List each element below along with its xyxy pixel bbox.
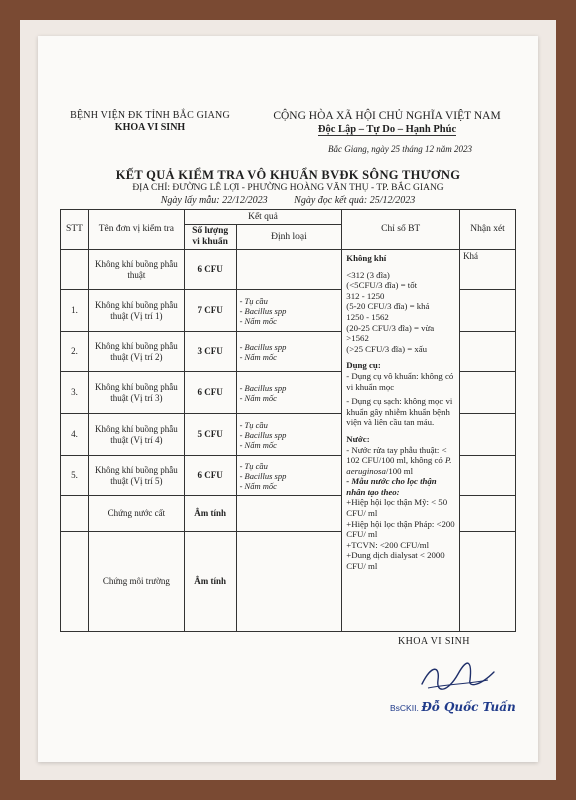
criteria-line: - Dụng cụ vô khuẩn: không có vi khuẩn mọc (346, 370, 454, 392)
criteria-line: +Hiệp hội lọc thận Pháp: <200 CFU/ ml (346, 518, 455, 540)
criteria-cell (342, 250, 460, 632)
sample-date: Ngày lấy mẫu: 22/12/2023 (160, 195, 268, 206)
criteria-line: - Dụng cụ sạch: không mọc vi khuẩn gây nhiễm khuẩn bệnh viện và liên cầu tan máu. (346, 396, 453, 428)
row-identify (236, 250, 342, 290)
row-stt (61, 532, 89, 632)
col-criteria: Chỉ số BT (342, 210, 460, 250)
row-stt: 3. (61, 372, 89, 414)
row-note (460, 532, 516, 632)
row-unit: Không khí buồng phẫu thuật (Vị trí 5) (88, 456, 184, 496)
col-stt: STT (61, 210, 89, 250)
row-identify: - Tụ cầu - Bacillus spp - Nấm mốc (236, 414, 342, 456)
report-title: KẾT QUẢ KIỂM TRA VÔ KHUẨN BVĐK SÔNG THƯƠNG (115, 168, 461, 182)
criteria-line: 312 - 1250 (346, 290, 385, 301)
row-stt (61, 250, 89, 290)
criteria-line: (<5CFU/3 đĩa) = tốt (346, 280, 418, 291)
col-count: Số lượng vi khuẩn (184, 225, 236, 250)
row-count: Âm tính (184, 496, 236, 532)
criteria-water-title: Nước: (346, 433, 370, 444)
header-left (60, 110, 240, 134)
row-stt: 2. (61, 332, 89, 372)
criteria-tool-title: Dụng cụ: (346, 360, 381, 371)
row-stt: 1. (61, 290, 89, 332)
row-note (460, 456, 516, 496)
criteria-air-title: Không khí (346, 253, 387, 263)
issue-date-line: Bắc Giang, ngày 25 tháng 12 năm 2023 (328, 144, 472, 154)
row-note (460, 372, 516, 414)
department-name: KHOA VI SINH (114, 122, 186, 133)
row-identify (236, 532, 342, 632)
criteria-line: (>25 CFU/3 đĩa) = xấu (346, 343, 428, 354)
criteria-dialysis-title: - Mẫu nước cho lọc thận nhân tạo theo: (346, 476, 437, 497)
results-table (60, 209, 516, 632)
row-stt: 5. (61, 456, 89, 496)
criteria-line: +TCVN: <200 CFU/ml (346, 539, 430, 550)
sample-dates (38, 195, 538, 206)
national-motto: Độc Lập – Tự Do – Hạnh Phúc (317, 124, 457, 135)
country-name: CỘNG HÒA XÃ HỘI CHỦ NGHĨA VIỆT NAM (273, 110, 501, 122)
row-unit: Chứng nước cất (88, 496, 184, 532)
criteria-line: (20-25 CFU/3 đĩa) = vừa (346, 322, 435, 333)
row-note (460, 290, 516, 332)
row-identify: - Bacillus spp - Nấm mốc (236, 372, 342, 414)
row-unit: Không khí buồng phẫu thuật (Vị trí 2) (88, 332, 184, 372)
row-note (460, 332, 516, 372)
row-count: 5 CFU (184, 414, 236, 456)
row-stt: 4. (61, 414, 89, 456)
report-address: ĐỊA CHỈ: ĐƯỜNG LÊ LỢI - PHƯỜNG HOÀNG VĂN THỤ - TP. BẮC GIANG (132, 183, 444, 193)
row-identify: - Bacillus spp - Nấm mốc (236, 332, 342, 372)
row-note (460, 414, 516, 456)
row-count: 6 CFU (184, 372, 236, 414)
row-count: 3 CFU (184, 332, 236, 372)
row-unit: Không khí buồng phẫu thuật (Vị trí 1) (88, 290, 184, 332)
row-count: Âm tính (184, 532, 236, 632)
col-note: Nhận xét (460, 210, 516, 250)
criteria-water-line: - Nước rửa tay phẫu thuật: < 102 CFU/100 ml, không có P. aeruginosa/100 ml (346, 444, 452, 476)
col-identify: Định loại (236, 225, 342, 250)
document-page (38, 36, 538, 762)
signer-name: BsCKII. Đỗ Quốc Tuấn (390, 700, 516, 714)
handwritten-signature (418, 658, 498, 698)
header-right (252, 110, 522, 136)
criteria-line: +Dung dịch dialysat < 2000 CFU/ ml (346, 550, 445, 572)
row-identify: - Tụ cầu - Bacillus spp - Nấm mốc (236, 456, 342, 496)
hospital-name: BỆNH VIỆN ĐK TỈNH BẮC GIANG (70, 110, 230, 121)
row-count: 6 CFU (184, 250, 236, 290)
row-unit: Không khí buồng phẫu thuật (Vị trí 3) (88, 372, 184, 414)
row-unit: Chứng môi trường (88, 532, 184, 632)
result-date: Ngày đọc kết quả: 25/12/2023 (294, 195, 416, 206)
criteria-line: >1562 (346, 333, 369, 344)
signature-department: KHOA VI SINH (398, 636, 470, 647)
row-identify (236, 496, 342, 532)
col-unit: Tên đơn vị kiểm tra (88, 210, 184, 250)
row-unit: Không khí buồng phẫu thuật (88, 250, 184, 290)
table-row (61, 250, 516, 290)
criteria-line: +Hiệp hội lọc thận Mỹ: < 50 CFU/ ml (346, 497, 448, 519)
row-note: Khá (460, 250, 516, 290)
row-stt (61, 496, 89, 532)
criteria-line: <312 (3 đĩa) (346, 269, 390, 280)
col-result: Kết quả (184, 210, 342, 225)
criteria-line: (5-20 CFU/3 đĩa) = khá (346, 301, 430, 312)
row-note (460, 496, 516, 532)
row-identify: - Tụ cầu - Bacillus spp - Nấm mốc (236, 290, 342, 332)
row-count: 7 CFU (184, 290, 236, 332)
criteria-line: 1250 - 1562 (346, 311, 389, 322)
row-unit: Không khí buồng phẫu thuật (Vị trí 4) (88, 414, 184, 456)
row-count: 6 CFU (184, 456, 236, 496)
